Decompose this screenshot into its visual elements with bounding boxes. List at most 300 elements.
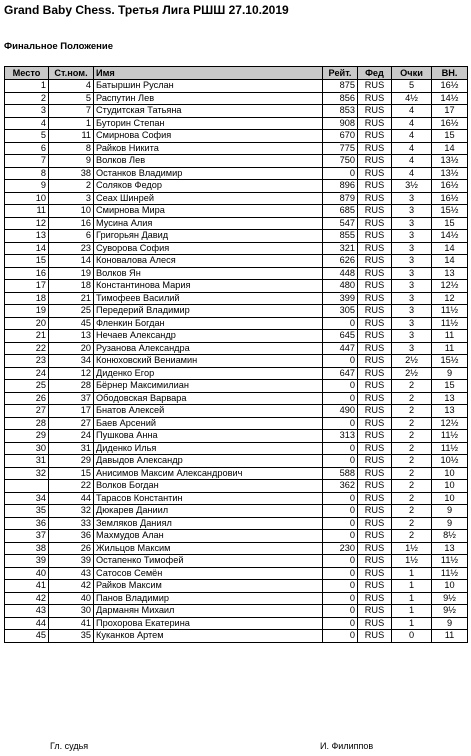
cell-place: 35 [5,505,49,518]
cell-start-number: 4 [49,80,94,93]
cell-start-number: 33 [49,517,94,530]
table-row [5,442,468,455]
cell-start-number: 32 [49,505,94,518]
cell-points: 3 [392,305,432,318]
cell-place: 8 [5,167,49,180]
cell-federation: RUS [358,180,392,193]
cell-rating: 0 [323,530,358,543]
cell-tiebreak: 9 [432,617,468,630]
cell-points: 3 [392,330,432,343]
cell-tiebreak: 13½ [432,167,468,180]
cell-start-number: 14 [49,255,94,268]
cell-place: 38 [5,542,49,555]
cell-points: 1 [392,567,432,580]
cell-player-name: Григорьян Давид [94,230,323,243]
cell-federation: RUS [358,567,392,580]
cell-player-name: Распутин Лев [94,92,323,105]
cell-start-number: 18 [49,280,94,293]
cell-tiebreak: 15 [432,130,468,143]
cell-place: 23 [5,355,49,368]
cell-tiebreak: 15½ [432,355,468,368]
cell-federation: RUS [358,305,392,318]
table-row [5,105,468,118]
cell-player-name: Батыршин Руслан [94,80,323,93]
cell-rating: 305 [323,305,358,318]
cell-start-number: 19 [49,267,94,280]
cell-place: 5 [5,130,49,143]
cell-points: 2 [392,442,432,455]
cell-player-name: Баев Арсений [94,417,323,430]
cell-place: 32 [5,467,49,480]
cell-federation: RUS [358,517,392,530]
cell-tiebreak: 12½ [432,280,468,293]
cell-rating: 875 [323,80,358,93]
header-row [5,67,468,80]
cell-points: 4 [392,155,432,168]
cell-rating: 0 [323,167,358,180]
cell-player-name: Студитская Татьяна [94,105,323,118]
table-row [5,505,468,518]
table-row [5,367,468,380]
cell-points: 2 [392,480,432,493]
cell-tiebreak: 14½ [432,230,468,243]
cell-tiebreak: 11 [432,342,468,355]
cell-federation: RUS [358,355,392,368]
table-row [5,280,468,293]
cell-tiebreak: 16½ [432,192,468,205]
cell-player-name: Волков Богдан [94,480,323,493]
cell-player-name: Коновалова Алеся [94,255,323,268]
standings-body [5,80,468,643]
cell-federation: RUS [358,592,392,605]
cell-points: 3 [392,280,432,293]
cell-points: 2 [392,505,432,518]
table-row [5,80,468,93]
table-row [5,117,468,130]
cell-tiebreak: 11½ [432,317,468,330]
cell-tiebreak: 14½ [432,92,468,105]
cell-points: 2 [392,417,432,430]
cell-federation: RUS [358,380,392,393]
cell-place [5,480,49,493]
cell-points: 2½ [392,367,432,380]
cell-player-name: Соляков Федор [94,180,323,193]
cell-rating: 0 [323,392,358,405]
cell-player-name: Жильцов Максим [94,542,323,555]
cell-tiebreak: 10½ [432,455,468,468]
cell-federation: RUS [358,117,392,130]
cell-points: 3½ [392,180,432,193]
cell-tiebreak: 13 [432,267,468,280]
cell-points: 3 [392,317,432,330]
cell-rating: 896 [323,180,358,193]
header-start-number: Ст.ном. [49,67,94,80]
cell-tiebreak: 10 [432,580,468,593]
table-row [5,380,468,393]
table-row [5,530,468,543]
table-row [5,167,468,180]
table-row [5,567,468,580]
table-row [5,292,468,305]
cell-rating: 447 [323,342,358,355]
cell-start-number: 45 [49,317,94,330]
cell-points: 1½ [392,542,432,555]
cell-player-name: Буторин Степан [94,117,323,130]
cell-rating: 547 [323,217,358,230]
cell-start-number: 40 [49,592,94,605]
cell-federation: RUS [358,92,392,105]
cell-player-name: Сатосов Семён [94,567,323,580]
document-title: Grand Baby Chess. Третья Лига РШШ 27.10.2019 [4,3,289,17]
cell-player-name: Сеах Шинрей [94,192,323,205]
cell-tiebreak: 13½ [432,155,468,168]
cell-federation: RUS [358,167,392,180]
cell-points: 2 [392,405,432,418]
cell-points: 2 [392,492,432,505]
cell-place: 18 [5,292,49,305]
cell-start-number: 6 [49,230,94,243]
cell-player-name: Суворова София [94,242,323,255]
cell-rating: 0 [323,567,358,580]
cell-federation: RUS [358,217,392,230]
header-federation: Фед [358,67,392,80]
chief-arbiter-name: И. Филиппов [320,741,374,751]
cell-points: 1 [392,592,432,605]
cell-start-number: 20 [49,342,94,355]
cell-federation: RUS [358,142,392,155]
table-row [5,580,468,593]
cell-rating: 448 [323,267,358,280]
cell-tiebreak: 9 [432,505,468,518]
cell-federation: RUS [358,155,392,168]
cell-player-name: Прохорова Екатерина [94,617,323,630]
table-row [5,592,468,605]
cell-place: 36 [5,517,49,530]
cell-place: 9 [5,180,49,193]
cell-place: 44 [5,617,49,630]
cell-federation: RUS [358,192,392,205]
cell-rating: 775 [323,142,358,155]
header-name: Имя [94,67,323,80]
cell-rating: 879 [323,192,358,205]
cell-tiebreak: 16½ [432,117,468,130]
cell-tiebreak: 9½ [432,605,468,618]
cell-player-name: Конюховский Вениамин [94,355,323,368]
cell-points: 2 [392,430,432,443]
table-row [5,455,468,468]
cell-player-name: Давыдов Александр [94,455,323,468]
table-row [5,430,468,443]
cell-points: 3 [392,192,432,205]
cell-federation: RUS [358,605,392,618]
cell-player-name: Рузанова Александра [94,342,323,355]
cell-federation: RUS [358,530,392,543]
cell-tiebreak: 16½ [432,180,468,193]
cell-start-number: 29 [49,455,94,468]
cell-federation: RUS [358,267,392,280]
table-row [5,467,468,480]
cell-player-name: Константинова Мария [94,280,323,293]
cell-player-name: Мусина Алия [94,217,323,230]
cell-player-name: Диденко Илья [94,442,323,455]
cell-place: 28 [5,417,49,430]
cell-place: 11 [5,205,49,218]
table-row [5,405,468,418]
table-row [5,617,468,630]
cell-tiebreak: 13 [432,405,468,418]
cell-tiebreak: 15½ [432,205,468,218]
cell-federation: RUS [358,255,392,268]
cell-points: 3 [392,342,432,355]
cell-player-name: Передерий Владимир [94,305,323,318]
cell-points: 4½ [392,92,432,105]
cell-start-number: 5 [49,92,94,105]
cell-tiebreak: 14 [432,242,468,255]
table-row [5,242,468,255]
cell-place: 12 [5,217,49,230]
cell-federation: RUS [358,367,392,380]
cell-player-name: Тимофеев Василий [94,292,323,305]
cell-points: 2 [392,517,432,530]
cell-federation: RUS [358,280,392,293]
cell-points: 3 [392,255,432,268]
cell-rating: 0 [323,492,358,505]
cell-start-number: 8 [49,142,94,155]
cell-place: 2 [5,92,49,105]
cell-player-name: Тарасов Константин [94,492,323,505]
cell-rating: 626 [323,255,358,268]
cell-place: 39 [5,555,49,568]
cell-start-number: 35 [49,630,94,643]
cell-place: 27 [5,405,49,418]
cell-start-number: 9 [49,155,94,168]
cell-place: 41 [5,580,49,593]
cell-tiebreak: 15 [432,380,468,393]
table-row [5,555,468,568]
cell-start-number: 31 [49,442,94,455]
cell-player-name: Останков Владимир [94,167,323,180]
cell-federation: RUS [358,555,392,568]
cell-tiebreak: 15 [432,217,468,230]
cell-tiebreak: 9 [432,517,468,530]
cell-place: 15 [5,255,49,268]
cell-rating: 855 [323,230,358,243]
cell-points: 4 [392,105,432,118]
cell-rating: 313 [323,430,358,443]
cell-start-number: 7 [49,105,94,118]
table-row [5,355,468,368]
cell-rating: 490 [323,405,358,418]
cell-points: 4 [392,167,432,180]
cell-place: 22 [5,342,49,355]
cell-points: 2 [392,530,432,543]
cell-start-number: 16 [49,217,94,230]
cell-rating: 647 [323,367,358,380]
cell-start-number: 23 [49,242,94,255]
cell-player-name: Анисимов Максим Александрович [94,467,323,480]
cell-federation: RUS [358,630,392,643]
cell-rating: 0 [323,380,358,393]
cell-rating: 0 [323,317,358,330]
cell-player-name: Дарманян Михаил [94,605,323,618]
cell-tiebreak: 11½ [432,430,468,443]
document-subtitle: Финальное Положение [4,41,114,52]
table-row [5,392,468,405]
cell-rating: 908 [323,117,358,130]
cell-points: 1 [392,580,432,593]
cell-federation: RUS [358,505,392,518]
cell-place: 14 [5,242,49,255]
cell-start-number: 22 [49,480,94,493]
cell-federation: RUS [358,405,392,418]
cell-tiebreak: 11½ [432,305,468,318]
cell-player-name: Ободовская Варвара [94,392,323,405]
cell-points: 3 [392,230,432,243]
cell-tiebreak: 14 [432,142,468,155]
cell-tiebreak: 8½ [432,530,468,543]
cell-player-name: Остапенко Тимофей [94,555,323,568]
header-tiebreak: ВН. [432,67,468,80]
cell-tiebreak: 11 [432,630,468,643]
table-row [5,180,468,193]
cell-tiebreak: 13 [432,542,468,555]
header-points: Очки [392,67,432,80]
cell-place: 45 [5,630,49,643]
cell-federation: RUS [358,492,392,505]
cell-start-number: 43 [49,567,94,580]
cell-place: 17 [5,280,49,293]
cell-start-number: 21 [49,292,94,305]
table-row [5,205,468,218]
cell-player-name: Панов Владимир [94,592,323,605]
cell-points: 2 [392,392,432,405]
cell-start-number: 39 [49,555,94,568]
cell-start-number: 17 [49,405,94,418]
cell-federation: RUS [358,455,392,468]
cell-federation: RUS [358,392,392,405]
cell-tiebreak: 10 [432,492,468,505]
cell-federation: RUS [358,80,392,93]
header-rating: Рейт. [323,67,358,80]
cell-start-number: 42 [49,580,94,593]
cell-tiebreak: 14 [432,255,468,268]
cell-player-name: Куканков Артем [94,630,323,643]
cell-points: 4 [392,117,432,130]
table-row [5,217,468,230]
cell-tiebreak: 11½ [432,567,468,580]
cell-player-name: Бёрнер Максимилиан [94,380,323,393]
cell-points: 2½ [392,355,432,368]
cell-start-number: 41 [49,617,94,630]
cell-federation: RUS [358,580,392,593]
cell-start-number: 3 [49,192,94,205]
cell-rating: 0 [323,617,358,630]
cell-rating: 480 [323,280,358,293]
cell-tiebreak: 11½ [432,442,468,455]
cell-points: 1 [392,605,432,618]
cell-tiebreak: 11½ [432,555,468,568]
cell-rating: 0 [323,555,358,568]
table-row [5,330,468,343]
cell-points: 3 [392,217,432,230]
cell-rating: 856 [323,92,358,105]
cell-place: 13 [5,230,49,243]
cell-rating: 0 [323,505,358,518]
cell-start-number: 13 [49,330,94,343]
cell-rating: 0 [323,592,358,605]
cell-start-number: 2 [49,180,94,193]
table-row [5,605,468,618]
cell-points: 4 [392,130,432,143]
table-row [5,255,468,268]
cell-start-number: 25 [49,305,94,318]
cell-rating: 685 [323,205,358,218]
cell-rating: 399 [323,292,358,305]
cell-federation: RUS [358,542,392,555]
chief-arbiter-label: Гл. судья [50,741,89,751]
cell-player-name: Махмудов Алан [94,530,323,543]
cell-rating: 0 [323,630,358,643]
cell-points: 5 [392,80,432,93]
cell-start-number: 11 [49,130,94,143]
cell-points: 1 [392,617,432,630]
table-row [5,317,468,330]
cell-tiebreak: 16½ [432,80,468,93]
cell-player-name: Диденко Егор [94,367,323,380]
table-row [5,155,468,168]
cell-rating: 0 [323,417,358,430]
cell-federation: RUS [358,205,392,218]
table-row [5,192,468,205]
cell-place: 30 [5,442,49,455]
cell-rating: 0 [323,580,358,593]
cell-player-name: Дюкарев Даниил [94,505,323,518]
cell-rating: 230 [323,542,358,555]
cell-federation: RUS [358,342,392,355]
cell-tiebreak: 9½ [432,592,468,605]
cell-tiebreak: 13 [432,392,468,405]
cell-place: 42 [5,592,49,605]
cell-points: 3 [392,242,432,255]
cell-rating: 645 [323,330,358,343]
cell-rating: 0 [323,442,358,455]
cell-start-number: 26 [49,542,94,555]
table-row [5,480,468,493]
cell-federation: RUS [358,442,392,455]
cell-tiebreak: 11 [432,330,468,343]
table-row [5,417,468,430]
cell-place: 4 [5,117,49,130]
cell-player-name: Бнатов Алексей [94,405,323,418]
standings-table [4,66,468,643]
cell-start-number: 12 [49,367,94,380]
table-row [5,267,468,280]
cell-start-number: 1 [49,117,94,130]
cell-start-number: 10 [49,205,94,218]
cell-federation: RUS [358,480,392,493]
cell-points: 2 [392,455,432,468]
cell-place: 1 [5,80,49,93]
cell-place: 34 [5,492,49,505]
cell-player-name: Волков Лев [94,155,323,168]
cell-federation: RUS [358,105,392,118]
cell-start-number: 27 [49,417,94,430]
cell-start-number: 30 [49,605,94,618]
cell-federation: RUS [358,417,392,430]
cell-tiebreak: 12½ [432,417,468,430]
table-row [5,130,468,143]
header-place: Место [5,67,49,80]
